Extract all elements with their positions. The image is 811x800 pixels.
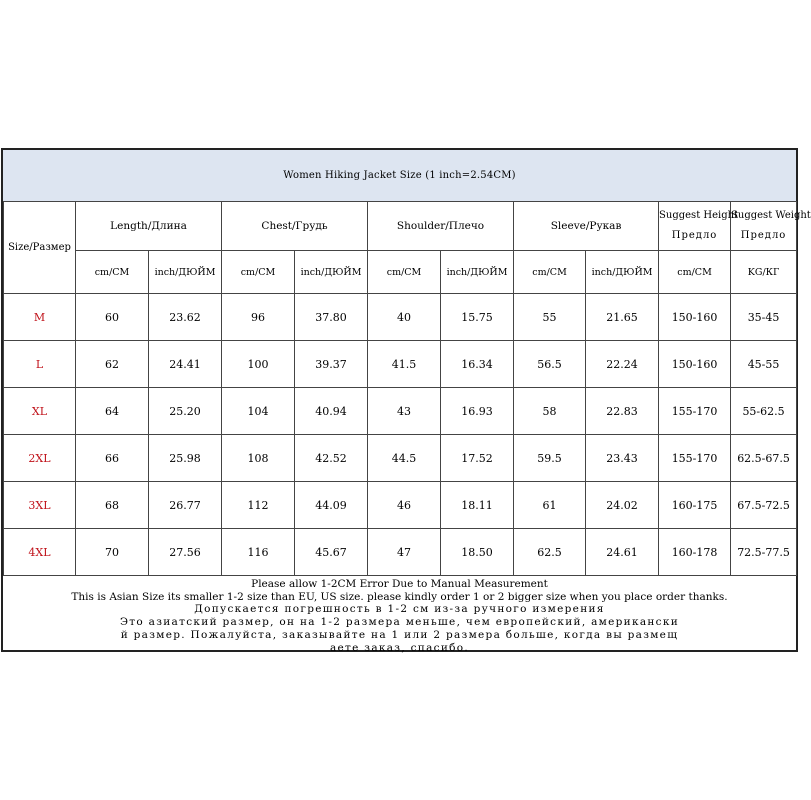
table-row xyxy=(4,341,797,388)
length-cm-cell: 60 xyxy=(76,294,149,341)
length-inch-cell: 25.20 xyxy=(149,388,222,435)
sleeve-inch-cell: 22.83 xyxy=(586,388,659,435)
length-cm-cell: 62 xyxy=(76,341,149,388)
notes xyxy=(3,577,796,654)
shoulder-inch-cell: 15.75 xyxy=(441,294,514,341)
shoulder-cm-cell: 46 xyxy=(368,482,441,529)
sleeve-inch-cell: 21.65 xyxy=(586,294,659,341)
table-row xyxy=(4,482,797,529)
note-error-en: Please allow 1-2CM Error Due to Manual Measurement xyxy=(251,578,548,590)
table-row xyxy=(4,529,797,576)
chest-cm-cell: 112 xyxy=(222,482,295,529)
shoulder-inch-cell: 18.50 xyxy=(441,529,514,576)
chest-inch-header: inch/ДЮЙМ xyxy=(295,251,368,294)
height-cm-cell: 150-160 xyxy=(659,341,731,388)
shoulder-cm-cell: 40 xyxy=(368,294,441,341)
weight-kg-cell: 35-45 xyxy=(731,294,797,341)
shoulder-cm-header: cm/CM xyxy=(368,251,441,294)
sleeve-cm-header: cm/CM xyxy=(514,251,586,294)
length-inch-cell: 25.98 xyxy=(149,435,222,482)
suggest-height-header xyxy=(659,202,739,251)
shoulder-inch-cell: 17.52 xyxy=(441,435,514,482)
size-cell: 4XL xyxy=(4,529,76,576)
note-asian-size-en: This is Asian Size its smaller 1-2 size than EU, US size. please kindly order 1 or 2 bigger size when you place order thanks. xyxy=(71,590,728,603)
note-asian-size-ru-1: Это азиатский размер, он на 1-2 размера меньше, чем европейский, американски xyxy=(119,616,680,628)
chest-cm-cell: 96 xyxy=(222,294,295,341)
length-cm-header: cm/CM xyxy=(76,251,149,294)
weight-kg-cell: 72.5-77.5 xyxy=(731,529,797,576)
shoulder-inch-cell: 16.93 xyxy=(441,388,514,435)
sleeve-cm-cell: 59.5 xyxy=(514,435,586,482)
weight-kg-header: KG/КГ xyxy=(731,251,797,294)
size-cell: XL xyxy=(4,388,76,435)
chart-title: Women Hiking Jacket Size (1 inch=2.54CM) xyxy=(3,150,796,202)
length-inch-cell: 24.41 xyxy=(149,341,222,388)
sleeve-inch-cell: 24.61 xyxy=(586,529,659,576)
table-row xyxy=(4,435,797,482)
suggest-height-cyrillic: Предло xyxy=(671,230,718,241)
chest-cm-cell: 104 xyxy=(222,388,295,435)
chest-inch-cell: 44.09 xyxy=(295,482,368,529)
shoulder-header: Shoulder/Плечо xyxy=(368,202,514,251)
chest-inch-cell: 42.52 xyxy=(295,435,368,482)
chest-cm-cell: 116 xyxy=(222,529,295,576)
shoulder-inch-cell: 16.34 xyxy=(441,341,514,388)
size-cell: 2XL xyxy=(4,435,76,482)
shoulder-inch-cell: 18.11 xyxy=(441,482,514,529)
sleeve-cm-cell: 56.5 xyxy=(514,341,586,388)
chest-header: Chest/Грудь xyxy=(222,202,368,251)
height-cm-cell: 160-175 xyxy=(659,482,731,529)
length-cm-cell: 68 xyxy=(76,482,149,529)
weight-kg-cell: 55-62.5 xyxy=(731,388,797,435)
size-cell: M xyxy=(4,294,76,341)
chest-cm-cell: 108 xyxy=(222,435,295,482)
size-cell: L xyxy=(4,341,76,388)
length-cm-cell: 66 xyxy=(76,435,149,482)
size-column-header: Size/Размер xyxy=(4,202,76,294)
shoulder-cm-cell: 47 xyxy=(368,529,441,576)
sleeve-header: Sleeve/Рукав xyxy=(514,202,659,251)
weight-kg-cell: 67.5-72.5 xyxy=(731,482,797,529)
size-chart xyxy=(1,148,811,654)
sleeve-cm-cell: 61 xyxy=(514,482,586,529)
sleeve-cm-cell: 55 xyxy=(514,294,586,341)
chest-cm-header: cm/CM xyxy=(222,251,295,294)
suggest-weight-label: Suggest Weight xyxy=(731,210,811,221)
height-cm-cell: 155-170 xyxy=(659,435,731,482)
sleeve-cm-cell: 58 xyxy=(514,388,586,435)
chest-inch-cell: 40.94 xyxy=(295,388,368,435)
table-row xyxy=(4,388,797,435)
height-cm-header: cm/CM xyxy=(659,251,731,294)
chest-inch-cell: 37.80 xyxy=(295,294,368,341)
note-asian-size-ru-2: й размер. Пожалуйста, заказывайте на 1 или 2 размера больше, когда вы размещ xyxy=(120,629,679,641)
weight-kg-cell: 45-55 xyxy=(731,341,797,388)
sleeve-inch-cell: 24.02 xyxy=(586,482,659,529)
height-cm-cell: 155-170 xyxy=(659,388,731,435)
size-cell: 3XL xyxy=(4,482,76,529)
weight-kg-cell: 62.5-67.5 xyxy=(731,435,797,482)
suggest-weight-header xyxy=(731,202,811,251)
length-inch-cell: 27.56 xyxy=(149,529,222,576)
size-table xyxy=(3,201,811,576)
note-error-ru: Допускается погрешность в 1-2 см из-за ручного измерения xyxy=(194,603,605,615)
chest-inch-cell: 39.37 xyxy=(295,341,368,388)
chest-inch-cell: 45.67 xyxy=(295,529,368,576)
height-cm-cell: 150-160 xyxy=(659,294,731,341)
suggest-weight-cyrillic: Предло xyxy=(740,230,787,241)
length-inch-header: inch/ДЮЙМ xyxy=(149,251,222,294)
suggest-height-label: Suggest Height xyxy=(659,210,739,221)
length-cm-cell: 64 xyxy=(76,388,149,435)
sleeve-inch-header: inch/ДЮЙМ xyxy=(586,251,659,294)
shoulder-cm-cell: 44.5 xyxy=(368,435,441,482)
shoulder-cm-cell: 41.5 xyxy=(368,341,441,388)
sleeve-inch-cell: 22.24 xyxy=(586,341,659,388)
length-header: Length/Длина xyxy=(76,202,222,251)
shoulder-inch-header: inch/ДЮЙМ xyxy=(441,251,514,294)
height-cm-cell: 160-178 xyxy=(659,529,731,576)
length-inch-cell: 23.62 xyxy=(149,294,222,341)
table-row xyxy=(4,294,797,341)
shoulder-cm-cell: 43 xyxy=(368,388,441,435)
length-cm-cell: 70 xyxy=(76,529,149,576)
note-asian-size-ru-3: аете заказ, спасибо. xyxy=(329,642,470,654)
sleeve-inch-cell: 23.43 xyxy=(586,435,659,482)
length-inch-cell: 26.77 xyxy=(149,482,222,529)
chest-cm-cell: 100 xyxy=(222,341,295,388)
sleeve-cm-cell: 62.5 xyxy=(514,529,586,576)
